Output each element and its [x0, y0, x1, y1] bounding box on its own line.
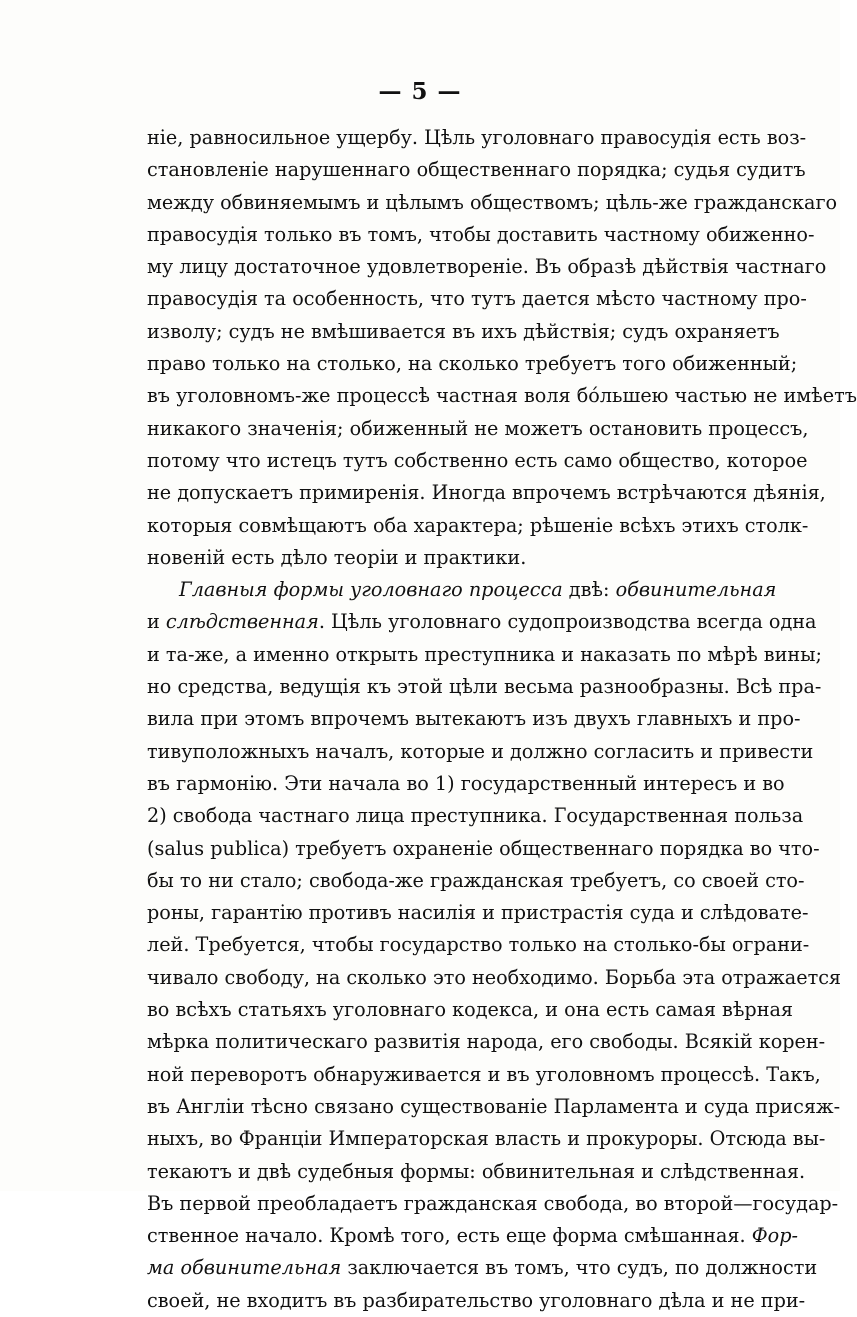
text-run: между обвиняемымъ и цѣлымъ обществомъ; цѣль-же гражданскаго: [147, 190, 838, 214]
text-run: му лицу достаточное удовлетвореніе. Въ образѣ дѣйствія частнаго: [147, 255, 827, 279]
text-run: вила при этомъ впрочемъ вытекаютъ изъ двухъ главныхъ и про-: [147, 707, 801, 731]
text-run: заключается въ томъ, что судъ, по должности: [341, 1256, 818, 1280]
text-run: правосудія только въ томъ, чтобы доставить частному обиженно-: [147, 222, 815, 246]
text-run: . Цѣль уголовнаго судопроизводства всегда одна: [318, 610, 817, 634]
text-run: и: [147, 610, 166, 634]
text-run: ной переворотъ обнаруживается и въ уголовномъ процессѣ. Такъ,: [147, 1062, 821, 1086]
text-line: [147, 639, 822, 671]
text-line: [147, 865, 805, 897]
text-line: [147, 833, 820, 865]
text-run: роны, гарантію противъ насилія и пристрастія суда и слѣдовате-: [147, 901, 809, 925]
text-line: [147, 1091, 841, 1123]
text-run: но средства, ведущія къ этой цѣли весьма разнообразны. Всѣ пра-: [147, 675, 822, 699]
text-run: бы то ни стало; свобода-же гражданская требуетъ, со своей сто-: [147, 868, 805, 892]
text-line: [147, 154, 806, 186]
text-run: во всѣхъ статьяхъ уголовнаго кодекса, и она есть самая вѣрная: [147, 998, 794, 1022]
text-run: никакого значенія; обиженный не можетъ остановить процессъ,: [147, 416, 809, 440]
text-run: текаютъ и двѣ судебныя формы: обвинительная и слѣдственная.: [147, 1159, 806, 1183]
text-line: [147, 316, 780, 348]
text-run: изволу; судъ не вмѣшивается въ ихъ дѣйствія; судъ охраняетъ: [147, 319, 780, 343]
text-line: [147, 187, 838, 219]
text-line: [147, 768, 785, 800]
text-run: Въ первой преобладаетъ гражданская свобода, во второй—государ-: [147, 1191, 839, 1215]
text-line: [147, 1220, 798, 1252]
text-line: [147, 606, 817, 638]
text-line: [147, 1026, 826, 1058]
text-run: ныхъ, во Франціи Императорская власть и прокуроры. Отсюда вы-: [147, 1127, 826, 1151]
text-line: [147, 122, 807, 154]
text-run: потому что истецъ тутъ собственно есть само общество, которое: [147, 448, 808, 472]
text-run: 2) свобода частнаго лица преступника. Государственная польза: [147, 804, 804, 828]
text-run: ственное начало. Кромѣ того, есть еще форма смѣшанная.: [147, 1224, 752, 1248]
text-run: (salus publica) требуетъ охраненіе общественнаго порядка во что-: [147, 836, 820, 860]
text-run: въ уголовномъ-же процессѣ частная воля бо́льшею частью не имѣетъ: [147, 384, 857, 408]
text-line: [147, 1156, 806, 1188]
text-line: [147, 994, 794, 1026]
text-line: [147, 380, 857, 412]
text-run: и та-же, а именно открыть преступника и наказать по мѣрѣ вины;: [147, 642, 822, 666]
text-line: [147, 348, 798, 380]
text-run: лей. Требуется, чтобы государство только на столько-бы ограни-: [147, 933, 810, 957]
text-run: право только на столько, на сколько требуетъ того обиженный;: [147, 352, 798, 376]
text-line: [147, 1285, 806, 1317]
text-line: [147, 219, 815, 251]
text-line: [147, 413, 809, 445]
text-run: не допускаетъ примиренія. Иногда впрочемъ встрѣчаются дѣянія,: [147, 481, 826, 505]
text-line: [147, 477, 826, 509]
italic-term: ма обвинительная: [147, 1256, 342, 1280]
text-line: [147, 800, 804, 832]
text-run: своей, не входитъ въ разбирательство уголовнаго дѣла и не при-: [147, 1288, 806, 1312]
text-run: правосудія та особенность, что тутъ дается мѣсто частному про-: [147, 287, 807, 311]
text-line: [147, 897, 809, 929]
text-line: [147, 1123, 826, 1155]
text-run: двѣ:: [562, 578, 616, 602]
text-line: [147, 671, 822, 703]
text-run: становленіе нарушеннаго общественнаго порядка; судья судитъ: [147, 158, 806, 182]
text-line: [147, 962, 842, 994]
text-run: въ Англіи тѣсно связано существованіе Парламента и суда присяж-: [147, 1094, 841, 1118]
text-run: въ гармонію. Эти начала во 1) государственный интересъ и во: [147, 771, 785, 795]
text-line: [147, 510, 809, 542]
text-line: [147, 703, 801, 735]
text-run: которыя совмѣщаютъ оба характера; рѣшеніе всѣхъ этихъ столк-: [147, 513, 809, 537]
page-number: — 5 —: [378, 78, 462, 105]
text-line: [147, 542, 737, 574]
text-run: тивуположныхъ началъ, которые и должно согласить и привести: [147, 739, 814, 763]
italic-term: Фор-: [751, 1224, 798, 1248]
body-text: [147, 122, 857, 1317]
text-line: [147, 929, 810, 961]
text-line: [147, 736, 814, 768]
text-line: [147, 283, 807, 315]
text-line: [147, 445, 808, 477]
text-line: [147, 1188, 839, 1220]
text-run: чивало свободу, на сколько это необходимо. Борьба эта отражается: [147, 965, 842, 989]
text-run: ніе, равносильное ущербу. Цѣль уголовнаго правосудія есть воз-: [147, 126, 807, 149]
text-run: мѣрка политическаго развитія народа, его свободы. Всякій корен-: [147, 1030, 826, 1054]
italic-term: обвинительная: [615, 578, 777, 602]
text-line: [147, 574, 777, 606]
text-run: новеній есть дѣло теоріи и практики.: [147, 545, 527, 569]
italic-term: слѣдственная: [165, 610, 319, 634]
text-line: [147, 1252, 818, 1284]
italic-term: Главныя формы уголовнаго процесса: [179, 578, 563, 602]
text-line: [147, 1059, 821, 1091]
text-line: [147, 251, 827, 283]
